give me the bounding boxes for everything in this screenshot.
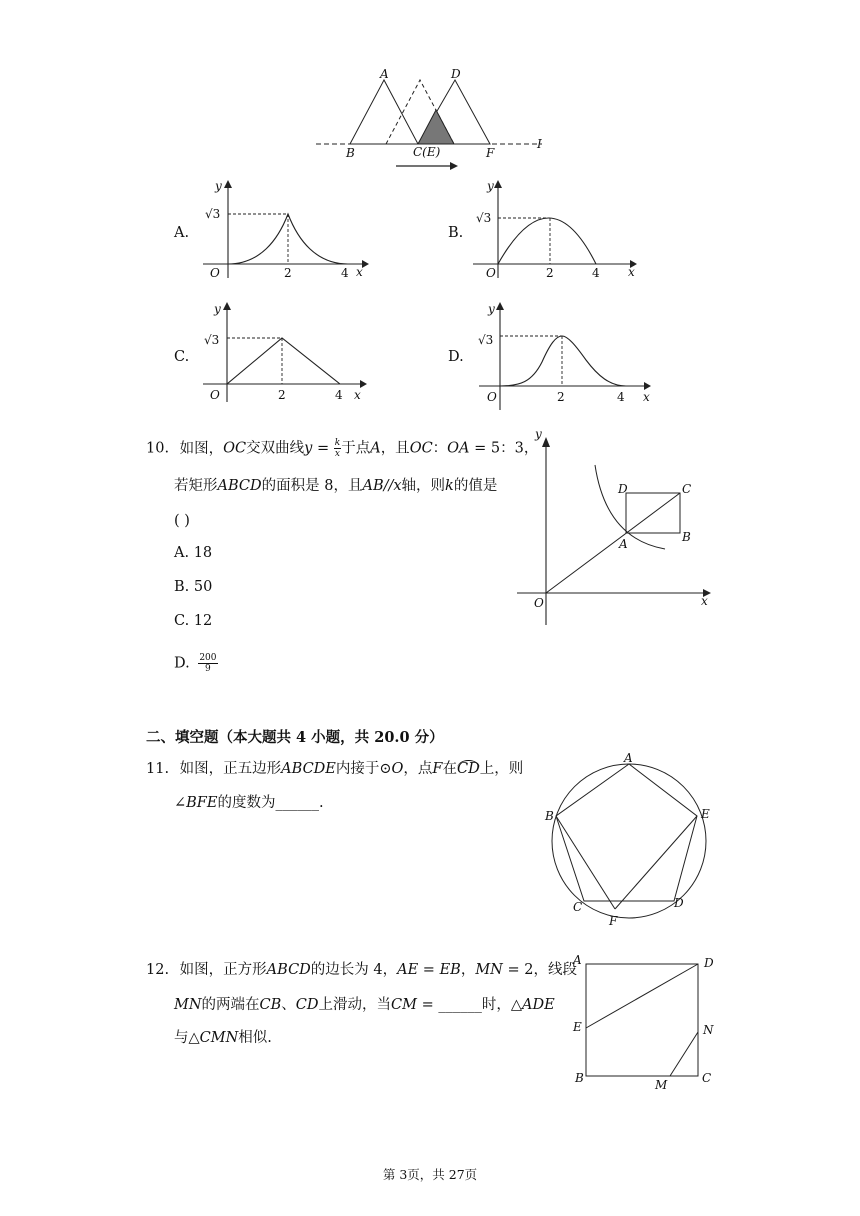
q12-fig-B: B xyxy=(575,1071,584,1085)
q12-text: 上滑动，当 xyxy=(318,997,392,1013)
graph-option-a xyxy=(200,178,370,280)
arrow-head-icon xyxy=(450,162,458,170)
q12-cb: CB xyxy=(259,997,282,1013)
q10-text: 轴，则 xyxy=(401,478,446,494)
q10-optd-den: 9 xyxy=(205,664,211,674)
option-d-tick-4: 4 xyxy=(617,390,625,404)
q12-line-1 xyxy=(146,963,577,978)
q11-arc-cd: CD xyxy=(456,761,480,777)
triangles-figure xyxy=(310,62,550,180)
option-b-y-label: y xyxy=(487,179,494,193)
q12-eq: = xyxy=(418,962,440,978)
q11-o: O xyxy=(391,761,404,777)
q11-abcde: ABCDE xyxy=(281,761,336,777)
q10-oc: OC xyxy=(223,440,247,457)
label-A: A xyxy=(380,67,389,81)
option-a-tick-2: 2 xyxy=(284,266,292,280)
q10-line-2 xyxy=(174,479,497,494)
q11-fig-B: B xyxy=(545,809,554,823)
q10-option-d-fraction xyxy=(198,653,217,674)
q10-option-c-value: 12 xyxy=(193,613,213,629)
option-c-y-label: y xyxy=(214,302,221,316)
option-d-letter: D. xyxy=(448,349,464,365)
option-a-origin: O xyxy=(210,266,220,280)
option-c-sqrt3: √3 xyxy=(204,333,220,347)
q11-text: ，点 xyxy=(403,761,433,777)
q11-text: 在 xyxy=(442,761,457,777)
page-footer: 第 3页，共 27页 xyxy=(382,1167,478,1182)
option-d-x-label: x xyxy=(643,390,650,404)
q10-text: 的面积是 8，且 xyxy=(261,478,363,494)
q12-fig-A: A xyxy=(573,953,582,967)
option-b-origin: O xyxy=(486,266,496,280)
q10-line-1 xyxy=(146,438,538,459)
q12-ae: AE xyxy=(397,962,419,978)
q11-line-2 xyxy=(174,796,324,811)
q12-text: 如图，正方形 xyxy=(179,962,267,978)
q10-colon: ： xyxy=(432,440,448,457)
q10-option-a-value: 18 xyxy=(193,545,213,561)
q10-option-a xyxy=(174,546,212,561)
q10-oc2: OC xyxy=(409,440,433,457)
line-mn xyxy=(670,1032,698,1076)
q12-blank: = ______时，△ xyxy=(416,997,523,1013)
q10-text: 若矩形 xyxy=(174,478,218,494)
q10-fig-A: A xyxy=(619,537,628,551)
q12-mn: MN xyxy=(475,962,503,978)
option-b-sqrt3: √3 xyxy=(476,211,492,225)
q12-comma: ， xyxy=(460,962,476,978)
q12-text: 与△ xyxy=(174,1030,200,1046)
q10-option-a-letter: A. xyxy=(174,545,190,561)
q10-frac-num: k xyxy=(334,438,341,448)
q11-text: 上，则 xyxy=(479,761,524,777)
q12-dun: 、 xyxy=(281,997,296,1013)
q10-fig-B: B xyxy=(682,530,691,544)
q11-fig-E: E xyxy=(701,807,710,821)
q12-text: = 2，线段 xyxy=(502,962,577,978)
q11-fig-D: D xyxy=(674,896,684,910)
q12-abcd: ABCD xyxy=(266,962,311,978)
option-a-letter: A. xyxy=(174,225,190,241)
q10-option-d-letter: D. xyxy=(174,655,190,672)
option-c-tick-2: 2 xyxy=(278,388,286,402)
q11-fig-A: A xyxy=(624,751,633,765)
label-F: F xyxy=(486,146,495,160)
q11-blank: 的度数为______. xyxy=(217,795,324,811)
line-ed xyxy=(586,964,698,1028)
q12-line-2 xyxy=(174,998,555,1013)
graph-option-b xyxy=(470,178,640,280)
q10-option-d xyxy=(174,653,218,674)
q11-f: F xyxy=(432,761,443,777)
graph-option-d xyxy=(476,300,656,412)
q10-fig-C: C xyxy=(682,482,692,496)
q10-fig-O: O xyxy=(534,596,544,610)
option-a-tick-4: 4 xyxy=(341,266,349,280)
line-bf xyxy=(556,816,615,909)
q12-cd: CD xyxy=(295,997,319,1013)
label-B: B xyxy=(346,146,355,160)
q12-cm: CM xyxy=(391,997,417,1013)
q10-number: 10. xyxy=(146,440,170,457)
q10-oa: OA xyxy=(447,440,470,457)
q11-pentagon-figure xyxy=(540,752,720,930)
option-d-origin: O xyxy=(487,390,497,404)
q11-text: 如图，正五边形 xyxy=(179,761,282,777)
q10-option-c xyxy=(174,614,212,629)
q10-abcd: ABCD xyxy=(217,478,262,494)
q10-option-c-letter: C. xyxy=(174,613,190,629)
option-d-y-label: y xyxy=(488,302,495,316)
q10-fig-y: y xyxy=(535,427,542,441)
label-CE: C(E) xyxy=(413,145,441,159)
q11-line-1 xyxy=(146,760,523,777)
circle-o xyxy=(552,764,706,918)
q10-paren: ( ) xyxy=(174,513,190,529)
shaded-overlap xyxy=(418,110,454,144)
q12-text: 的边长为 4， xyxy=(310,962,398,978)
option-c-tick-4: 4 xyxy=(335,388,343,402)
q10-y: y xyxy=(304,440,313,457)
q10-ratio: = 5：3， xyxy=(469,440,539,457)
option-b-tick-4: 4 xyxy=(592,266,600,280)
q10-text: 如图， xyxy=(179,440,224,457)
option-d-sqrt3: √3 xyxy=(478,333,494,347)
q11-number: 11. xyxy=(146,761,170,777)
q10-optd-num: 200 xyxy=(199,653,217,663)
q10-ab-x: AB//x xyxy=(362,478,402,494)
q10-k: k xyxy=(445,478,454,494)
q10-hyperbola-figure xyxy=(515,425,715,630)
q11-bfe: BFE xyxy=(186,795,218,811)
line-oc xyxy=(546,493,680,593)
q11-angle: ∠ xyxy=(174,795,187,811)
q10-eq: = xyxy=(312,440,334,457)
q12-line-3 xyxy=(174,1031,272,1046)
q10-frac-den: x xyxy=(334,449,340,459)
q12-mn2: MN xyxy=(174,997,202,1013)
section-heading: 二、填空题（本大题共 4 小题，共 20.0 分） xyxy=(146,729,444,746)
q11-fig-F: F xyxy=(609,914,618,928)
option-a-y-label: y xyxy=(215,179,222,193)
option-a-sqrt3: √3 xyxy=(205,207,221,221)
q12-ade: ADE xyxy=(522,997,555,1013)
option-a-x-label: x xyxy=(356,265,363,279)
q10-option-b xyxy=(174,580,212,595)
q10-text: 交双曲线 xyxy=(246,440,305,457)
option-b-tick-2: 2 xyxy=(546,266,554,280)
option-c-x-label: x xyxy=(354,388,361,402)
option-c-origin: O xyxy=(210,388,220,402)
q12-fig-C: C xyxy=(702,1071,712,1085)
q12-cmn: CMN xyxy=(199,1030,239,1046)
q10-text: 于点 xyxy=(341,440,371,457)
q12-text: 相似. xyxy=(238,1030,272,1046)
label-D: D xyxy=(451,67,461,81)
label-I: I xyxy=(537,137,542,151)
q12-fig-M: M xyxy=(655,1078,668,1092)
q12-number: 12. xyxy=(146,962,170,978)
q11-fig-C: C xyxy=(573,900,583,914)
q10-a: A xyxy=(370,440,381,457)
q12-text: 的两端在 xyxy=(201,997,260,1013)
triangle-abc xyxy=(350,80,418,144)
q10-fig-D: D xyxy=(618,482,628,496)
q12-fig-D: D xyxy=(704,956,714,970)
q12-fig-N: N xyxy=(703,1023,714,1037)
q11-text: 内接于⊙ xyxy=(335,761,392,777)
q10-text: 的值是 xyxy=(453,478,498,494)
option-c-letter: C. xyxy=(174,349,190,365)
q10-text: ，且 xyxy=(380,440,410,457)
option-b-letter: B. xyxy=(448,225,464,241)
option-b-x-label: x xyxy=(628,265,635,279)
q12-eb: EB xyxy=(439,962,461,978)
option-d-tick-2: 2 xyxy=(557,390,565,404)
q12-square-figure xyxy=(580,958,706,1082)
hyperbola-curve xyxy=(595,465,665,549)
q10-fig-x: x xyxy=(701,594,708,608)
q12-fig-E: E xyxy=(573,1020,582,1034)
q10-option-b-value: 50 xyxy=(193,579,213,595)
q10-option-b-letter: B. xyxy=(174,579,190,595)
